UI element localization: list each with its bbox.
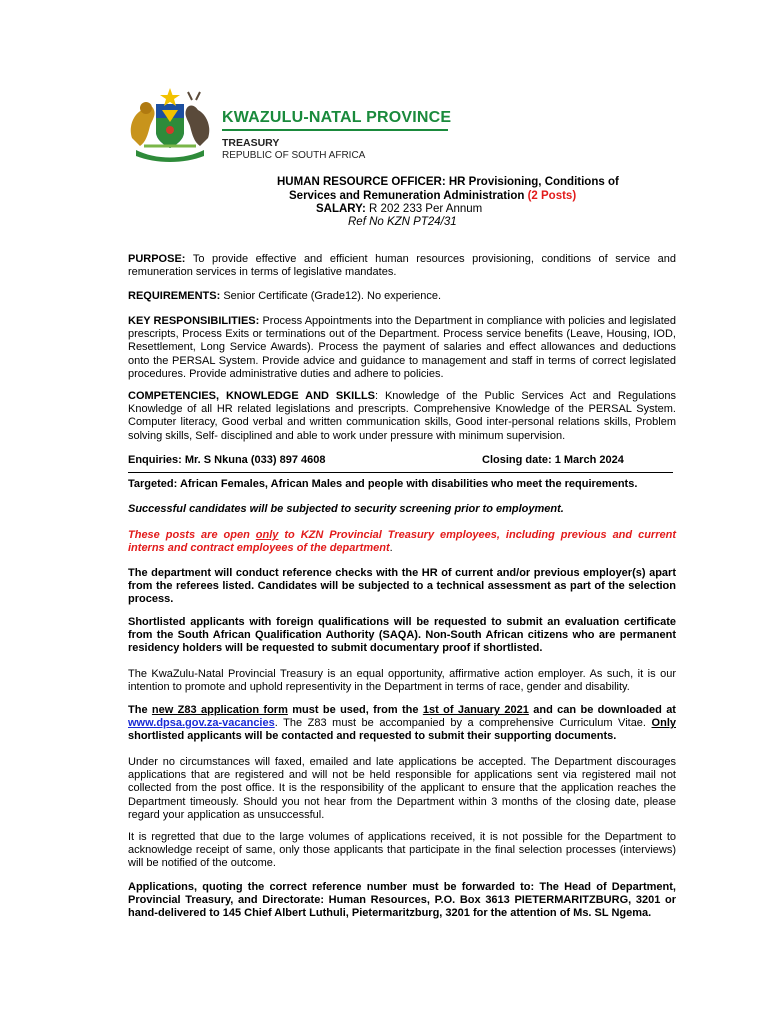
salary-label: SALARY:	[316, 203, 366, 215]
competencies-paragraph	[128, 390, 676, 443]
open-notice-end: .	[389, 542, 393, 555]
enquiries-row	[128, 454, 673, 466]
requirements-label: REQUIREMENTS:	[128, 290, 221, 302]
org-name: KWAZULU-NATAL PROVINCE	[222, 109, 452, 126]
coat-of-arms-logo	[126, 86, 214, 164]
department-name: TREASURY	[222, 137, 280, 149]
posts-count: (2 Posts)	[527, 190, 577, 202]
targeted-groups: Targeted: African Females, African Males and people with disabilities who meet the requirements.	[128, 478, 638, 490]
section-divider	[128, 472, 673, 473]
z83-p1: The	[128, 704, 152, 716]
equal-opportunity-paragraph: The KwaZulu-Natal Provincial Treasury is an equal opportunity, affirmative action employer. As such, it is our intention to promote and uphold representivity in the Department in terms of race, gender and disability.	[128, 668, 676, 694]
security-screening-note: Successful candidates will be subjected to security screening prior to employment.	[128, 503, 564, 515]
z83-p3: and can be downloaded at	[528, 704, 676, 716]
z83-only: Only	[651, 717, 676, 730]
foreign-qualifications-paragraph: Shortlisted applicants with foreign qualifications will be requested to submit an evaluation certificate from the South African Qualification Authority (SAQA). Non-South African citizens who are permanent residency holders will be requested to submit documentary proof if shortlisted.	[128, 616, 676, 655]
z83-form-name: new Z83 application form	[151, 704, 288, 716]
purpose-text: To provide effective and efficient human resources provisioning, conditions of service and remuneration services in terms of legislative mandates.	[128, 253, 677, 279]
z83-paragraph	[128, 704, 676, 744]
closing-date: Closing date: 1 March 2024	[482, 454, 624, 466]
z83-p2: must be used, from the	[287, 704, 423, 716]
z83-date: 1st of January 2021	[422, 704, 529, 716]
requirements-paragraph	[128, 290, 676, 303]
dpsa-vacancies-link[interactable]: www.dpsa.gov.za-vacancies	[128, 717, 275, 730]
purpose-paragraph	[128, 253, 676, 279]
z83-p4: . The Z83 must be accompanied by a comprehensive Curriculum Vitae.	[274, 717, 646, 730]
country-name: REPUBLIC OF SOUTH AFRICA	[222, 150, 366, 161]
responsibilities-paragraph	[128, 315, 676, 381]
open-notice-part2: to KZN Provincial Treasury employees, including previous and current interns and contract employees of the department	[128, 529, 676, 555]
internal-posts-notice	[128, 529, 676, 555]
open-notice-only: only	[255, 529, 279, 541]
job-title-line-1: HUMAN RESOURCE OFFICER: HR Provisioning, Conditions of	[277, 176, 619, 188]
regret-paragraph: It is regretted that due to the large volumes of applications received, it is not possible for the Department to acknowledge receipt of same, only those applicants that participate in the final selection processes (interviews) will be notified of the outcome.	[128, 831, 676, 870]
z83-p5: shortlisted applicants will be contacted and requested to submit their supporting documents.	[128, 730, 617, 743]
competencies-label: COMPETENCIES, KNOWLEDGE AND SKILLS	[128, 390, 376, 402]
open-notice-part1: These posts are open	[128, 529, 256, 541]
responsibilities-text: Process Appointments into the Department in compliance with policies and legislated prescripts, Process Exits or terminations out of the Department. Process service benefits (Leave, Housing, IOD, Resettlement, Long Service Awards). Process the payment of salaries and effect allowances and deductions onto the PERSAL System. Provide advice and guidance to management and staff in terms of correct legislated procedures. Provide administrative duties and adhere to policies.	[128, 315, 676, 380]
salary-value: R 202 233 Per Annum	[369, 203, 483, 215]
competencies-text: : Knowledge of the Public Services Act and Regulations Knowledge of all HR related legislations and prescripts. Comprehensive Knowledge of the PERSAL System. Computer literacy, Good verbal and written communication skills, Good inter-personal relations skills, Problem solving skills, Self- disciplined and able to work under pressure with minimum supervision.	[128, 390, 676, 442]
job-title-line-2-text: Services and Remuneration Administration	[289, 190, 525, 202]
reference-checks-paragraph: The department will conduct reference checks with the HR of current and/or previous employer(s) apart from the referees listed. Candidates will be subjected to a technical assessment as part of the selection process.	[128, 567, 676, 606]
responsibilities-label: KEY RESPONSIBILITIES:	[128, 315, 260, 327]
brand-divider	[222, 129, 448, 131]
applications-address-paragraph: Applications, quoting the correct reference number must be forwarded to: The Head of Department, Provincial Treasury, and Directorate: Human Resources, P.O. Box 3613 PIETERMARITZBURG, 3201 or hand-delivered to 145 Chief Albert Luthuli, Pietermaritzburg, 3201 for the attention of Ms. SL Ngema.	[128, 881, 676, 920]
brand-block	[222, 109, 451, 161]
reference-number: Ref No KZN PT24/31	[348, 216, 457, 228]
requirements-text: Senior Certificate (Grade12). No experience.	[223, 290, 442, 302]
enquiries-contact: Enquiries: Mr. S Nkuna (033) 897 4608	[128, 454, 326, 466]
purpose-label: PURPOSE:	[128, 253, 186, 265]
circumstances-paragraph: Under no circumstances will faxed, emailed and late applications be accepted. The Department discourages applications that are registered and will not be held responsible for applications sent via registered mail not collected from the post office. It is the responsibility of the applicant to ensure that the application reaches the Department timeously. Should you not hear from the Department within 3 months of the closing date, please regard your application as unsuccessful.	[128, 756, 676, 821]
